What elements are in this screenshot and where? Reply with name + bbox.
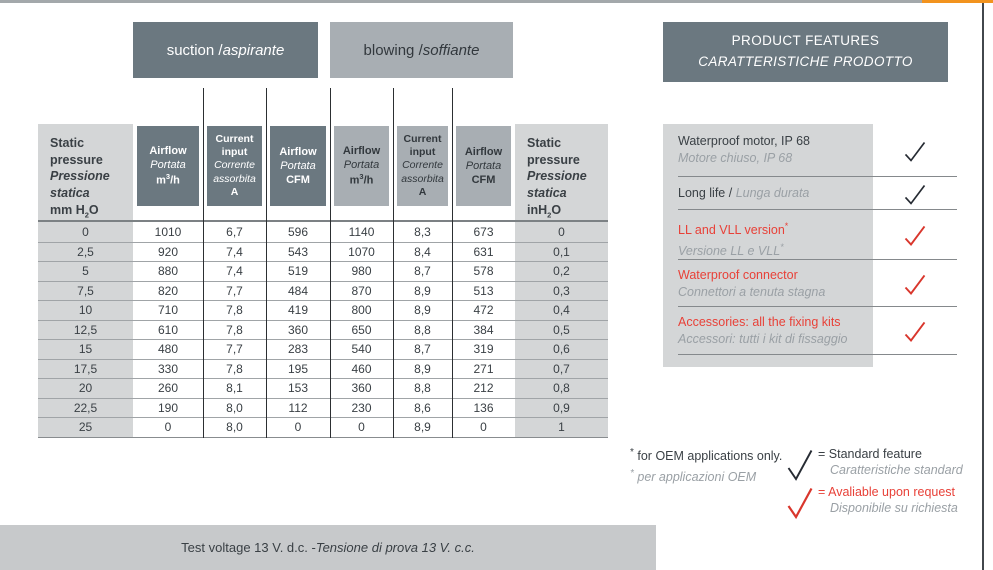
suction-label-it: aspirante bbox=[222, 41, 285, 59]
table-cell: 870 bbox=[351, 283, 372, 298]
test-voltage-en: Test voltage 13 V. d.c. - bbox=[181, 540, 316, 555]
table-cell: 195 bbox=[287, 361, 309, 376]
table-cell: 578 bbox=[473, 264, 494, 279]
table-cell: 631 bbox=[473, 244, 494, 259]
table-cell: 980 bbox=[351, 264, 372, 279]
header-line: statica bbox=[50, 185, 90, 200]
table-cell: 212 bbox=[473, 381, 494, 396]
table-cell: 8,1 bbox=[226, 381, 243, 396]
table-cell: 7,4 bbox=[226, 264, 243, 279]
table-cell: 271 bbox=[473, 361, 494, 376]
table-row bbox=[38, 359, 608, 379]
table-cell: 920 bbox=[157, 244, 179, 259]
column-divider bbox=[452, 88, 453, 438]
table-cell: 230 bbox=[351, 400, 372, 415]
table-cell: 1070 bbox=[348, 244, 375, 259]
table-cell: 7,7 bbox=[226, 283, 243, 298]
table-row bbox=[38, 261, 608, 281]
unit-m3h: $m^3/h$ bbox=[349, 172, 374, 187]
table-cell: 25 bbox=[38, 418, 133, 437]
header-suction-airflow-m3h: Airflow Portata $m^3/h$ bbox=[133, 124, 203, 220]
legend-available-upon-request bbox=[786, 484, 958, 520]
table-cell: 519 bbox=[287, 264, 309, 279]
table-cell: 12,5 bbox=[38, 321, 133, 340]
table-cell: 8,7 bbox=[414, 342, 431, 357]
header-line: pressure bbox=[527, 152, 580, 167]
table-cell: 8,6 bbox=[414, 400, 431, 415]
header-blowing-airflow-cfm: Airflow Portata CFM bbox=[452, 124, 515, 220]
table-cell: 0,2 bbox=[515, 262, 608, 281]
legend-request-it: Disponibile su richiesta bbox=[830, 501, 958, 515]
table-cell: 6,7 bbox=[226, 224, 243, 239]
table-cell: 0,6 bbox=[515, 340, 608, 359]
table-cell: 543 bbox=[287, 244, 309, 259]
table-cell: 0 bbox=[515, 222, 608, 242]
oem-footnote: * for OEM applications only. * per applicazioni OEM bbox=[630, 447, 783, 485]
table-cell: 8,9 bbox=[414, 420, 431, 435]
table-cell: 7,8 bbox=[226, 361, 243, 376]
header-suction-airflow-cfm: Airflow Portata CFM bbox=[266, 124, 330, 220]
column-divider bbox=[266, 88, 267, 438]
performance-table bbox=[38, 124, 608, 438]
header-static-pressure-in bbox=[515, 124, 608, 220]
table-cell: 880 bbox=[157, 264, 179, 279]
table-cell: 0,3 bbox=[515, 282, 608, 301]
feature-row-long-life: Long life / Lunga durata bbox=[663, 177, 957, 210]
feature-row-waterproof-motor: Waterproof motor, IP 68 Motore chiuso, IP 68 bbox=[663, 124, 957, 177]
column-divider bbox=[330, 88, 331, 438]
table-cell: 1140 bbox=[348, 224, 375, 239]
table-cell: 820 bbox=[157, 283, 179, 298]
table-cell: 0 bbox=[164, 420, 172, 435]
table-cell: 8,0 bbox=[226, 420, 243, 435]
blowing-group-header bbox=[330, 22, 513, 78]
table-cell: 0,5 bbox=[515, 321, 608, 340]
table-header-row bbox=[38, 124, 608, 220]
table-cell: 190 bbox=[157, 400, 179, 415]
table-cell: 1 bbox=[515, 418, 608, 437]
table-cell: 0 bbox=[480, 420, 487, 435]
table-cell: 8,9 bbox=[414, 283, 431, 298]
table-cell: 283 bbox=[287, 342, 309, 357]
header-blowing-current: Current input Corrente assorbita A bbox=[393, 124, 452, 220]
table-cell: 112 bbox=[288, 400, 308, 415]
table-cell: 15 bbox=[38, 340, 133, 359]
table-cell: 472 bbox=[473, 303, 494, 318]
table-cell: 8,4 bbox=[414, 244, 431, 259]
table-cell: 360 bbox=[351, 381, 372, 396]
standard-check-icon bbox=[903, 182, 927, 206]
feature-row-ll-vll-version: LL and VLL version* Versione LL e VLL* bbox=[663, 210, 957, 260]
table-cell: 330 bbox=[157, 361, 179, 376]
table-cell: 460 bbox=[351, 361, 372, 376]
table-cell: 0 bbox=[294, 420, 302, 435]
table-cell: 480 bbox=[157, 342, 179, 357]
blowing-label-en: blowing / bbox=[363, 41, 423, 59]
product-features-header bbox=[663, 22, 948, 82]
legend-standard-en: = Standard feature bbox=[818, 447, 922, 461]
table-cell: 7,8 bbox=[226, 303, 243, 318]
table-cell: 2,5 bbox=[38, 243, 133, 262]
table-cell: 0 bbox=[358, 420, 365, 435]
table-cell: 650 bbox=[351, 322, 372, 337]
table-cell: 136 bbox=[473, 400, 494, 415]
table-cell: 8,8 bbox=[414, 381, 431, 396]
right-page-rule bbox=[982, 3, 984, 570]
table-cell: 384 bbox=[473, 322, 494, 337]
table-row bbox=[38, 242, 608, 262]
table-cell: 260 bbox=[157, 381, 179, 396]
table-row bbox=[38, 398, 608, 418]
table-row bbox=[38, 281, 608, 301]
table-cell: 7,8 bbox=[226, 322, 243, 337]
table-row bbox=[38, 222, 608, 242]
request-check-icon bbox=[786, 486, 814, 520]
column-divider bbox=[393, 88, 394, 438]
table-cell: 0 bbox=[38, 222, 133, 242]
test-voltage-it: Tensione di prova 13 V. c.c. bbox=[315, 540, 475, 555]
standard-check-icon bbox=[786, 448, 814, 482]
table-row bbox=[38, 300, 608, 320]
table-cell: 7,5 bbox=[38, 282, 133, 301]
table-cell: 0,1 bbox=[515, 243, 608, 262]
table-cell: 0,8 bbox=[515, 379, 608, 398]
table-cell: 1010 bbox=[154, 224, 182, 239]
header-line: Static bbox=[527, 136, 562, 150]
header-line: Pressione bbox=[50, 169, 110, 184]
table-cell: 22,5 bbox=[38, 399, 133, 418]
table-cell: 10 bbox=[38, 301, 133, 320]
legend-standard-feature bbox=[786, 446, 963, 482]
table-cell: 540 bbox=[351, 342, 372, 357]
standard-check-icon bbox=[903, 139, 927, 163]
blowing-label-it: soffiante bbox=[422, 41, 480, 59]
table-cell: 710 bbox=[157, 303, 179, 318]
suction-label-en: suction / bbox=[166, 41, 223, 59]
table-cell: 513 bbox=[473, 283, 494, 298]
table-cell: 8,3 bbox=[414, 224, 431, 239]
legend-standard-it: Caratteristiche standard bbox=[830, 463, 963, 477]
table-cell: 8,0 bbox=[226, 400, 243, 415]
suction-group-header bbox=[133, 22, 318, 78]
pressure-table-body bbox=[38, 220, 608, 438]
header-line: pressure bbox=[50, 152, 103, 167]
table-cell: 17,5 bbox=[38, 360, 133, 379]
table-cell: 5 bbox=[38, 262, 133, 281]
table-cell: 8,9 bbox=[414, 303, 431, 318]
top-rule bbox=[0, 0, 922, 3]
unit-m3h: $m^3/h$ bbox=[156, 172, 180, 187]
table-row bbox=[38, 339, 608, 359]
header-line: Static bbox=[50, 136, 85, 150]
table-cell: 8,8 bbox=[414, 322, 431, 337]
table-cell: 7,7 bbox=[226, 342, 243, 357]
product-features-title-it: CARATTERISTICHE PRODOTTO bbox=[698, 54, 913, 69]
test-voltage-bar bbox=[0, 525, 656, 570]
header-unit-in-h2o: inH$_2$O bbox=[527, 202, 562, 219]
column-divider bbox=[203, 88, 204, 438]
table-cell: 8,7 bbox=[414, 264, 431, 279]
header-static-pressure-mm bbox=[38, 124, 133, 220]
feature-row-waterproof-connector: Waterproof connector Connettori a tenuta stagna bbox=[663, 260, 957, 307]
header-line: statica bbox=[527, 185, 567, 200]
table-cell: 610 bbox=[157, 322, 179, 337]
request-check-icon bbox=[903, 320, 927, 344]
table-cell: 20 bbox=[38, 379, 133, 398]
table-cell: 8,9 bbox=[414, 361, 431, 376]
table-cell: 0,4 bbox=[515, 301, 608, 320]
header-blowing-airflow-m3h: Airflow Portata $m^3/h$ bbox=[330, 124, 393, 220]
features-list bbox=[663, 124, 957, 355]
table-cell: 484 bbox=[287, 283, 309, 298]
header-unit-mm-h2o: mm $H_2O$ bbox=[50, 202, 99, 219]
table-cell: 673 bbox=[473, 224, 494, 239]
table-cell: 7,4 bbox=[226, 244, 243, 259]
table-cell: 360 bbox=[287, 322, 309, 337]
request-check-icon bbox=[903, 224, 927, 248]
feature-row-accessories: Accessories: all the fixing kits Accessori: tutti i kit di fissaggio bbox=[663, 307, 957, 355]
request-check-icon bbox=[903, 272, 927, 296]
table-row bbox=[38, 378, 608, 398]
table-row bbox=[38, 320, 608, 340]
header-suction-current: Current input Corrente assorbita A bbox=[203, 124, 266, 220]
table-cell: 0,7 bbox=[515, 360, 608, 379]
header-line: Pressione bbox=[527, 169, 587, 184]
table-cell: 319 bbox=[473, 342, 494, 357]
table-cell: 0,9 bbox=[515, 399, 608, 418]
table-cell: 153 bbox=[287, 381, 309, 396]
table-row bbox=[38, 417, 608, 437]
product-features-title-en: PRODUCT FEATURES bbox=[731, 33, 880, 49]
table-cell: 419 bbox=[287, 303, 309, 318]
table-cell: 800 bbox=[351, 303, 372, 318]
legend-request-en: = Avaliable upon request bbox=[818, 485, 956, 499]
table-cell: 596 bbox=[287, 224, 309, 239]
